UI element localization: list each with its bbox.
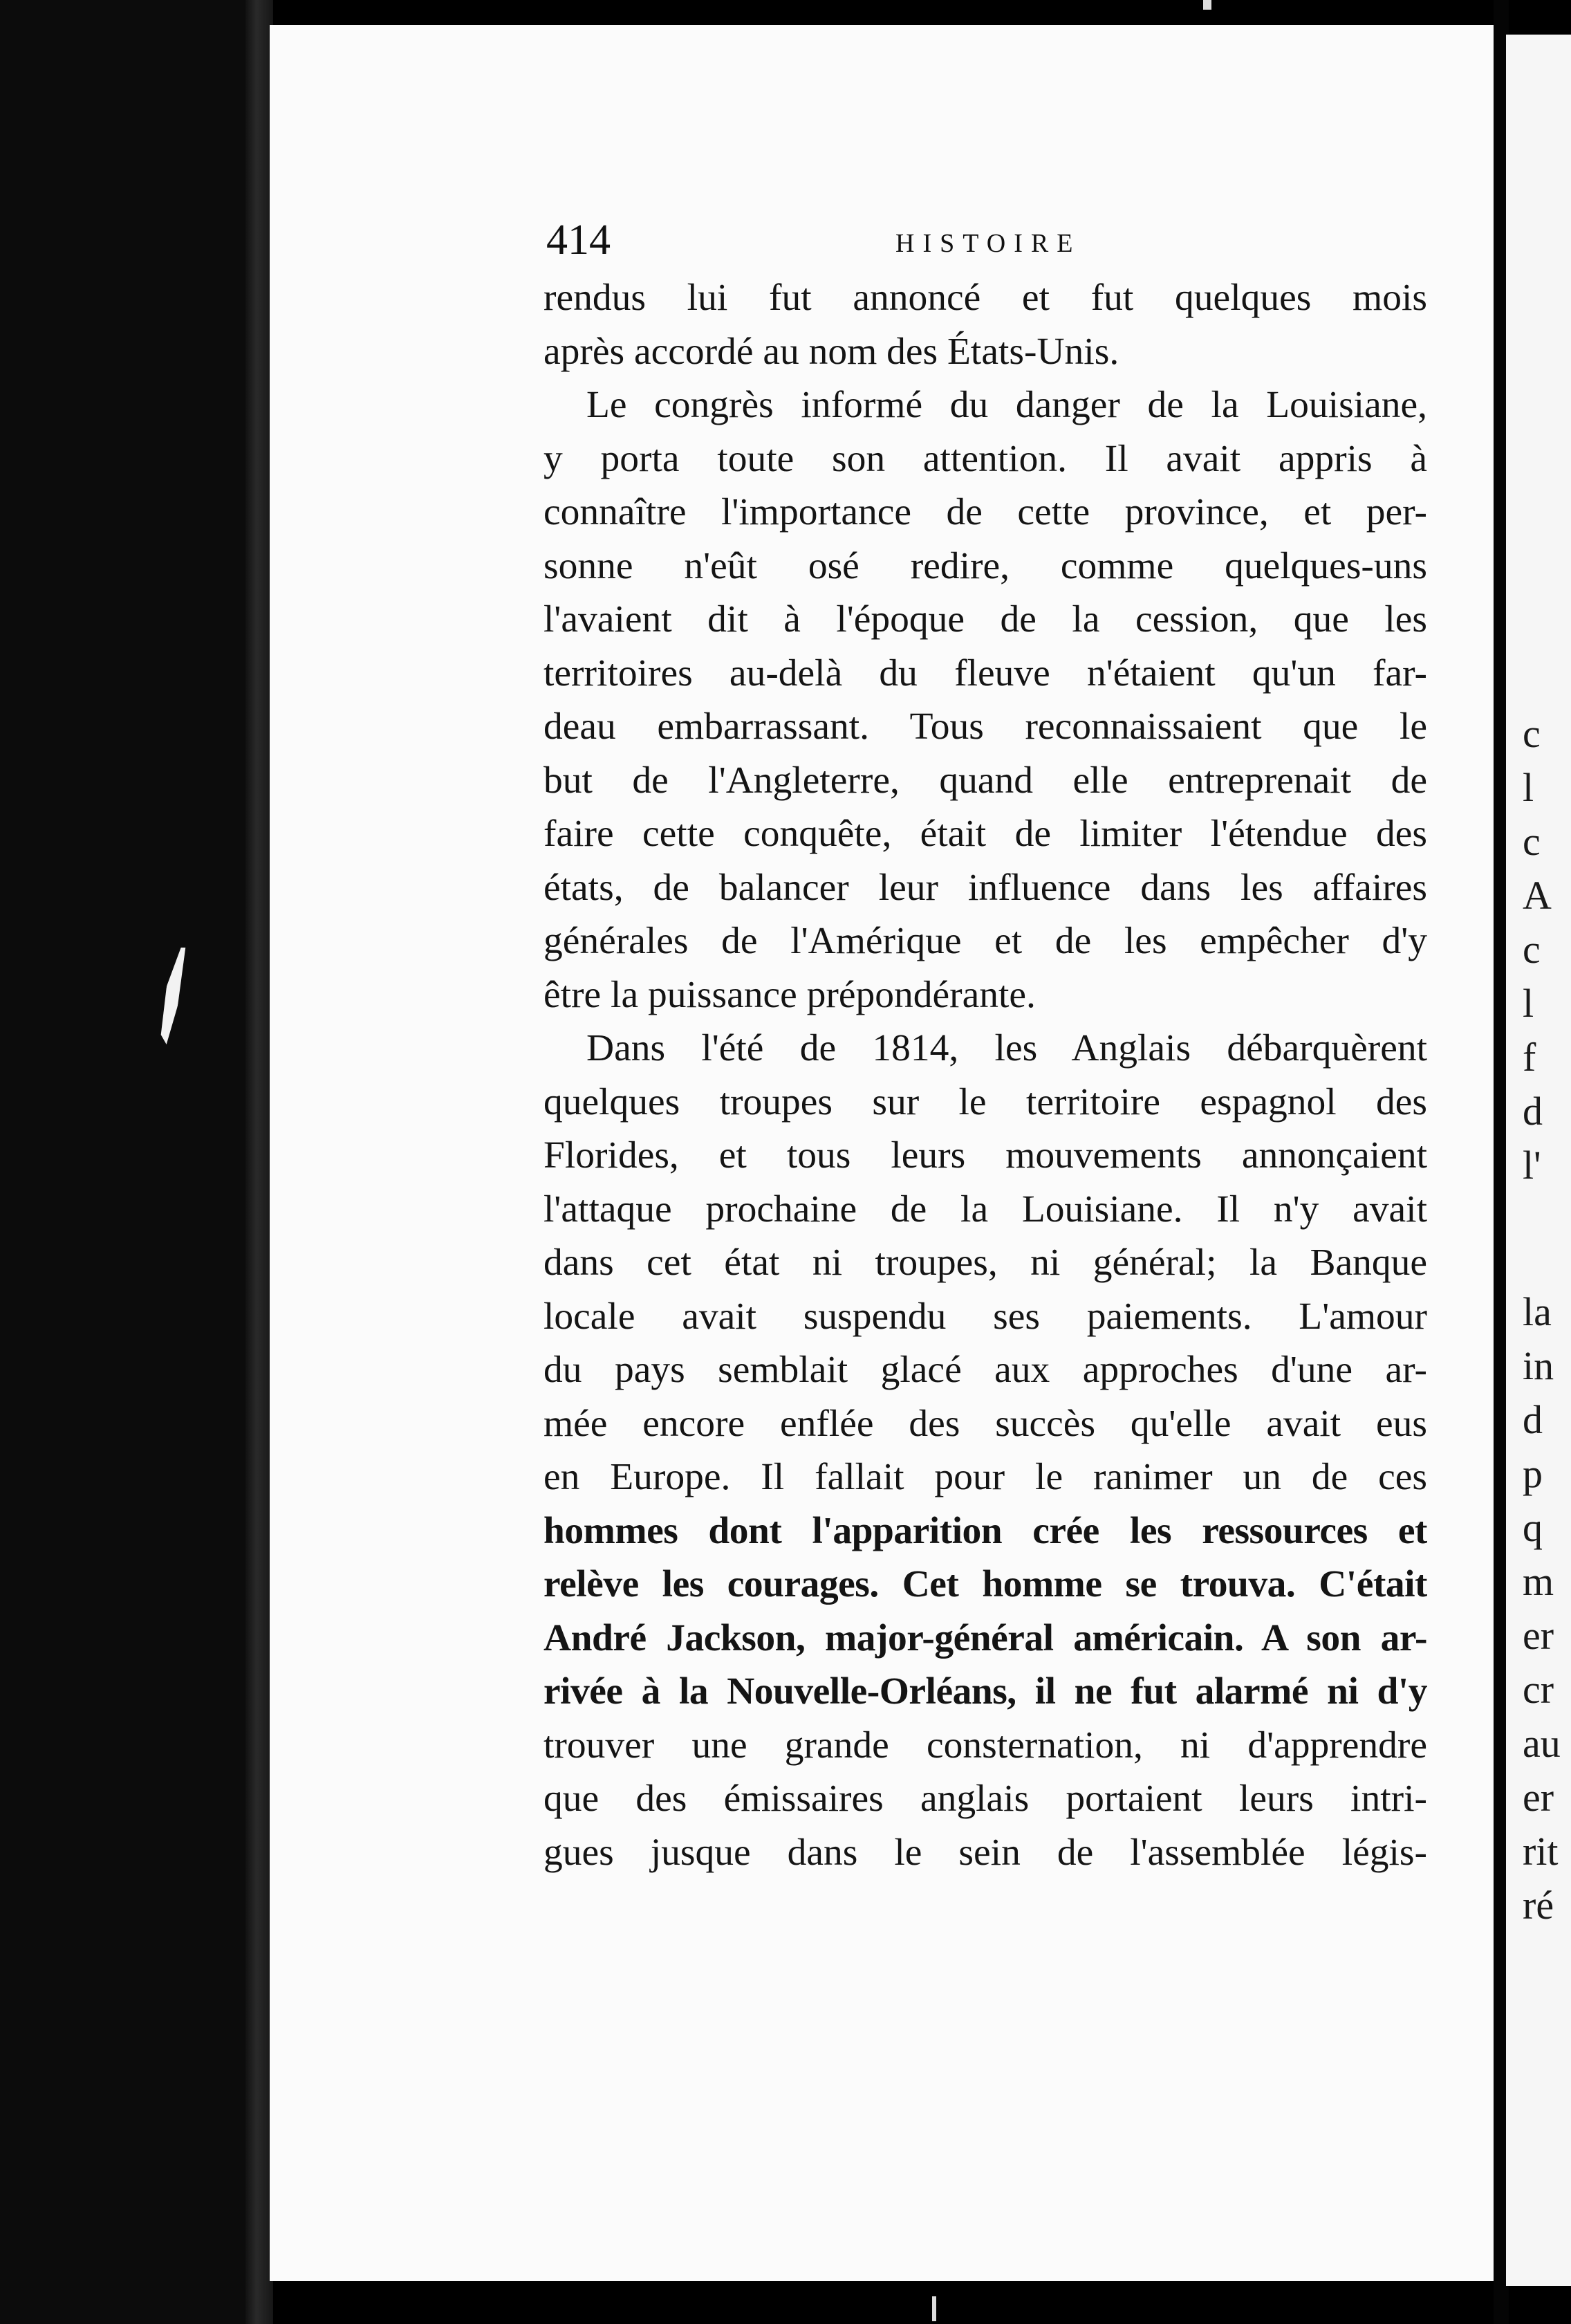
text-line: faire cette conquête, était de limiter l'étendue des (543, 813, 1427, 855)
text-line: l'avaient dit à l'époque de la cession, que les (543, 598, 1427, 640)
facing-fragment: in (1523, 1343, 1554, 1388)
facing-fragment: A (1523, 873, 1552, 918)
text-line: hommes dont l'apparition crée les ressources et (543, 1509, 1427, 1552)
text-line: Dans l'été de 1814, les Anglais débarquèrent (586, 1027, 1427, 1069)
facing-fragment: l (1523, 765, 1534, 810)
running-head (546, 216, 1438, 264)
facing-fragment: la (1523, 1289, 1552, 1334)
body-text (543, 271, 1427, 1879)
text-line: trouver une grande consternation, ni d'apprendre (543, 1724, 1427, 1767)
facing-fragment: c (1523, 927, 1541, 972)
spine-edge (245, 0, 273, 2324)
scan-artifact-top (1203, 0, 1211, 10)
text-line: mée encore enflée des succès qu'elle avait eus (543, 1402, 1427, 1445)
facing-fragment: c (1523, 711, 1541, 756)
text-line: Florides, et tous leurs mouvements annonçaient (543, 1134, 1427, 1177)
text-line: but de l'Angleterre, quand elle entreprenait de (543, 759, 1427, 802)
text-line: après accordé au nom des États-Unis. (543, 330, 1119, 373)
facing-fragment: l (1523, 981, 1534, 1026)
facing-page-edge (1506, 35, 1571, 2286)
facing-fragment: cr (1523, 1667, 1554, 1712)
text-line: deau embarrassant. Tous reconnaissaient que le (543, 706, 1427, 748)
text-line: quelques troupes sur le territoire espagnol des (543, 1080, 1427, 1123)
text-line: être la puissance prépondérante. (543, 973, 1036, 1016)
text-line: rendus lui fut annoncé et fut quelques mois (543, 277, 1427, 319)
book-spine (0, 0, 270, 2324)
facing-fragment: p (1523, 1451, 1543, 1496)
running-title: HISTOIRE (895, 229, 1081, 258)
text-line: l'attaque prochaine de la Louisiane. Il n'y avait (543, 1188, 1427, 1230)
text-line: dans cet état ni troupes, ni général; la Banque (543, 1242, 1427, 1284)
text-line: du pays semblait glacé aux approches d'une ar- (543, 1349, 1427, 1391)
text-line: territoires au-delà du fleuve n'étaient qu'un far- (543, 652, 1427, 694)
facing-fragment: d (1523, 1089, 1543, 1134)
facing-fragment: f (1523, 1035, 1536, 1080)
text-line: relève les courages. Cet homme se trouva. C'était (543, 1563, 1427, 1605)
page-number: 414 (546, 216, 611, 264)
text-line: états, de balancer leur influence dans les affaires (543, 866, 1427, 909)
text-line: Le congrès informé du danger de la Louisiane, (586, 384, 1427, 426)
text-line: connaître l'importance de cette province, et per- (543, 491, 1427, 533)
text-line: André Jackson, major-général américain. A son ar- (543, 1616, 1427, 1659)
facing-fragment: d (1523, 1397, 1543, 1442)
scan-artifact-bottom (932, 2296, 936, 2321)
facing-fragment: m (1523, 1559, 1554, 1604)
facing-fragment: c (1523, 819, 1541, 864)
facing-fragment: ré (1523, 1883, 1554, 1928)
text-line: y porta toute son attention. Il avait appris à (543, 437, 1427, 480)
facing-fragment: l' (1523, 1143, 1541, 1188)
facing-fragment: q (1523, 1505, 1543, 1550)
facing-fragment: er (1523, 1775, 1554, 1820)
facing-fragment: rit (1523, 1829, 1559, 1874)
text-line: gues jusque dans le sein de l'assemblée légis- (543, 1831, 1427, 1874)
facing-fragment: er (1523, 1613, 1554, 1658)
text-line: rivée à la Nouvelle-Orléans, il ne fut alarmé ni d'y (543, 1670, 1427, 1713)
text-line: que des émissaires anglais portaient leurs intri- (543, 1778, 1427, 1820)
text-line: en Europe. Il fallait pour le ranimer un de ces (543, 1456, 1427, 1498)
text-line: sonne n'eût osé redire, comme quelques-uns (543, 544, 1427, 587)
text-line: locale avait suspendu ses paiements. L'amour (543, 1295, 1427, 1338)
text-line: générales de l'Amérique et de les empêcher d'y (543, 920, 1427, 962)
facing-fragment: au (1523, 1721, 1561, 1766)
